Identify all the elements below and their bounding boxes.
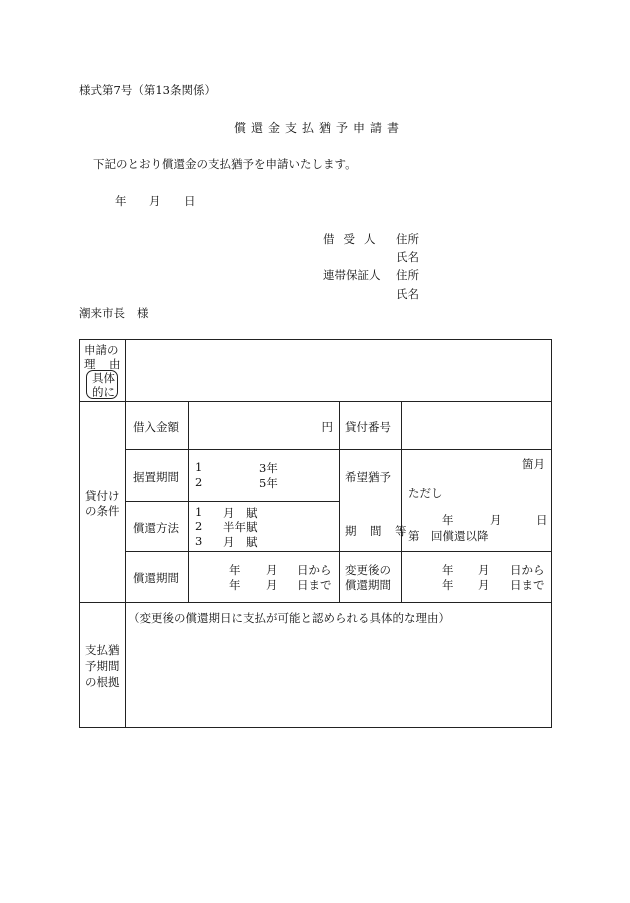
repayment-option-2-num: 2 xyxy=(195,519,203,534)
deferment-option-1-num: 1 xyxy=(195,460,203,475)
basis-label-line2: 予期間 xyxy=(85,658,120,673)
reason-label-line2: 理 由 xyxy=(84,357,122,371)
addressee-name: 潮来市長 xyxy=(79,306,125,320)
date-day: 日 xyxy=(184,194,196,208)
changed-period-label-line1: 変更後の xyxy=(345,562,391,577)
deferment-month: 月 xyxy=(490,513,502,528)
installment-text: 第 回償還以降 xyxy=(408,529,489,544)
repayment-option-1-num: 1 xyxy=(195,505,203,520)
intro-text: 下記のとおり償還金の支払猶予を申請いたします。 xyxy=(93,157,357,171)
form-number: 様式第7号（第13条関係） xyxy=(79,83,216,97)
guarantor-address-label: 住所 xyxy=(396,268,419,282)
date-month: 月 xyxy=(149,194,161,208)
period-from-suffix: 日から xyxy=(297,562,332,577)
date-year: 年 xyxy=(115,194,127,208)
repayment-period-label-cell xyxy=(126,551,189,602)
changed-until-suffix: 日まで xyxy=(510,577,545,592)
reason-label-cell xyxy=(80,340,126,402)
changed-from-year: 年 xyxy=(442,562,454,577)
basis-label-cell xyxy=(80,602,126,727)
deferment-year: 年 xyxy=(442,513,454,528)
loan-number-label-cell xyxy=(340,402,402,450)
changed-period-label-cell xyxy=(340,551,402,602)
repayment-method-label: 償還方法 xyxy=(133,521,179,536)
guarantor-label: 連帯保証人 xyxy=(323,268,381,282)
period-from-month: 月 xyxy=(266,562,278,577)
loan-amount-label: 借入金額 xyxy=(133,420,179,435)
reason-field[interactable] xyxy=(126,340,552,402)
repayment-period-label: 償還期間 xyxy=(133,570,179,585)
changed-period-label-line2: 償還期間 xyxy=(345,577,391,592)
loan-number-label: 貸付番号 xyxy=(345,420,391,435)
reason-label-line1: 申請の xyxy=(84,343,119,357)
repayment-period-field[interactable] xyxy=(189,551,340,602)
changed-from-suffix: 日から xyxy=(510,562,545,577)
period-until-year: 年 xyxy=(229,577,241,592)
repayment-method-label-cell xyxy=(126,502,189,551)
addressee-honorific: 様 xyxy=(137,306,149,320)
period-etc-label: 期 間 等 xyxy=(345,524,408,539)
repayment-option-3-num: 3 xyxy=(195,534,203,549)
months-unit: 箇月 xyxy=(522,457,545,472)
loan-amount-field[interactable] xyxy=(189,402,340,450)
deferment-day: 日 xyxy=(536,513,548,528)
period-until-month: 月 xyxy=(266,577,278,592)
desired-deferment-label: 希望猶予 xyxy=(345,470,391,485)
deferment-option-2-num: 2 xyxy=(195,475,203,490)
changed-until-month: 月 xyxy=(478,577,490,592)
conditions-label-line2: の条件 xyxy=(85,504,120,519)
repayment-option-2-text: 半年賦 xyxy=(223,520,258,535)
loan-number-field[interactable] xyxy=(402,402,552,450)
basis-note: （変更後の償還期日に支払が可能と認められる具体的な理由） xyxy=(128,610,450,625)
borrower-label: 借受人 xyxy=(323,232,385,246)
desired-deferment-field[interactable] xyxy=(402,450,552,551)
reason-label-line4: 的に xyxy=(92,385,115,399)
page-title: 償還金支払猶予申請書 xyxy=(234,121,405,135)
repayment-method-options-cell[interactable] xyxy=(189,502,340,551)
changed-period-field[interactable] xyxy=(402,551,552,602)
application-form-table xyxy=(79,339,552,728)
changed-until-year: 年 xyxy=(442,577,454,592)
deferment-label: 据置期間 xyxy=(133,470,179,485)
reason-label-line3: 具体 xyxy=(92,371,115,385)
repayment-option-3-text: 月 賦 xyxy=(223,535,258,550)
deferment-option-1-text: 3年 xyxy=(259,461,278,476)
borrower-address-label: 住所 xyxy=(396,232,419,246)
yen-unit: 円 xyxy=(321,420,333,435)
borrower-name-label: 氏名 xyxy=(396,250,419,264)
basis-field[interactable] xyxy=(126,602,552,727)
period-until-suffix: 日まで xyxy=(297,577,332,592)
repayment-option-1-text: 月 賦 xyxy=(223,506,258,521)
changed-from-month: 月 xyxy=(478,562,490,577)
guarantor-name-label: 氏名 xyxy=(396,287,419,301)
conditions-label-cell xyxy=(80,402,126,602)
conditions-label-line1: 貸付け xyxy=(85,489,120,504)
however-text: ただし xyxy=(408,486,443,501)
deferment-label-cell xyxy=(126,450,189,502)
loan-amount-label-cell xyxy=(126,402,189,450)
basis-label-line1: 支払猶 xyxy=(85,642,120,657)
deferment-option-2-text: 5年 xyxy=(259,476,278,491)
deferment-options-cell[interactable] xyxy=(189,450,340,502)
period-from-year: 年 xyxy=(229,562,241,577)
basis-label-line3: の根拠 xyxy=(85,674,120,689)
desired-deferment-label-cell xyxy=(340,450,408,551)
